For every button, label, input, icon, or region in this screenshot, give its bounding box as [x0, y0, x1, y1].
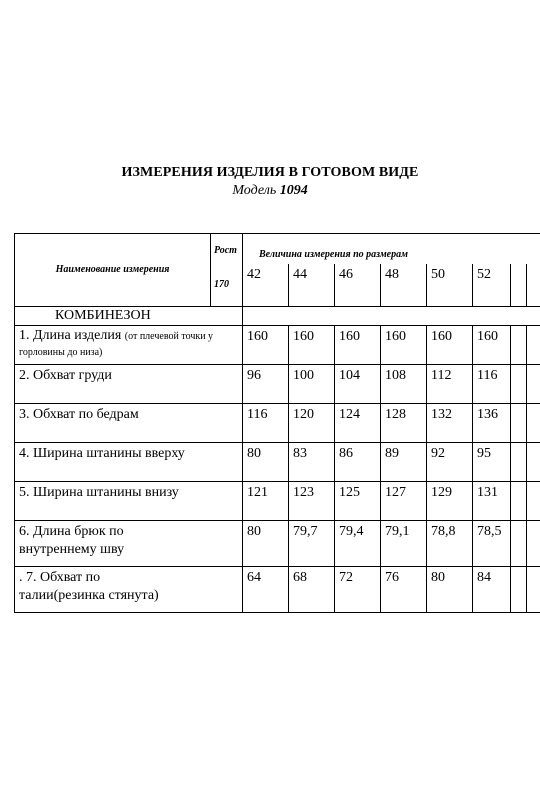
row-label: . 7. Обхват по талии(резинка стянута): [15, 567, 243, 613]
model-prefix: Модель: [232, 183, 277, 198]
measurement-table: [14, 233, 540, 613]
value-cell: 124: [335, 404, 381, 443]
value-cell: 160: [289, 326, 335, 365]
header-measure-name: Наименование измерения: [15, 234, 211, 307]
empty-cell: [511, 482, 527, 521]
value-cell: 76: [381, 567, 427, 613]
row-label-note: (от плечевой точки у горловины до низа): [19, 331, 214, 358]
value-cell: 125: [335, 482, 381, 521]
value-cell: 86: [335, 443, 381, 482]
value-cell: 64: [243, 567, 289, 613]
row-label: 5. Ширина штанины внизу: [15, 482, 243, 521]
row-label: 2. Обхват груди: [15, 365, 243, 404]
value-cell: 78,5: [473, 521, 511, 567]
header-sizes: Величина измерения по размерам: [243, 234, 540, 265]
empty-cell: [527, 567, 540, 613]
empty-cell: [527, 443, 540, 482]
row-label: 3. Обхват по бедрам: [15, 404, 243, 443]
section-row: [15, 307, 540, 326]
table-row: [15, 521, 540, 567]
empty-cell: [527, 365, 540, 404]
size-cell: 46: [335, 264, 381, 307]
table-row: [15, 567, 540, 613]
document-title: ИЗМЕРЕНИЯ ИЗДЕЛИЯ В ГОТОВОМ ВИДЕ: [121, 165, 419, 180]
empty-cell: [527, 326, 540, 365]
header-height: [211, 234, 243, 307]
value-cell: 83: [289, 443, 335, 482]
value-cell: 79,1: [381, 521, 427, 567]
size-cell: 48: [381, 264, 427, 307]
table-row: [15, 404, 540, 443]
model-line: [0, 183, 540, 199]
header-height-label: Рост: [214, 245, 237, 256]
value-cell: 68: [289, 567, 335, 613]
value-cell: 95: [473, 443, 511, 482]
empty-cell: [527, 482, 540, 521]
value-cell: 96: [243, 365, 289, 404]
section-title: КОМБИНЕЗОН: [15, 307, 243, 326]
row-label: 4. Ширина штанины вверху: [15, 443, 243, 482]
value-cell: 160: [243, 326, 289, 365]
value-cell: 160: [473, 326, 511, 365]
size-cell: 52: [473, 264, 511, 307]
table-row: [15, 326, 540, 365]
value-cell: 123: [289, 482, 335, 521]
empty-cell: [527, 264, 540, 307]
value-cell: 121: [243, 482, 289, 521]
empty-cell: [527, 404, 540, 443]
value-cell: 120: [289, 404, 335, 443]
row-label-text: 1. Длина изделия: [19, 328, 122, 343]
value-cell: 128: [381, 404, 427, 443]
value-cell: 136: [473, 404, 511, 443]
value-cell: 112: [427, 365, 473, 404]
table-row: [15, 482, 540, 521]
value-cell: 78,8: [427, 521, 473, 567]
table-row: [15, 365, 540, 404]
value-cell: 108: [381, 365, 427, 404]
value-cell: 79,7: [289, 521, 335, 567]
size-cell: 44: [289, 264, 335, 307]
row-label: 6. Длина брюк по внутреннему шву: [15, 521, 243, 567]
size-cell: 50: [427, 264, 473, 307]
value-cell: 160: [381, 326, 427, 365]
empty-cell: [511, 365, 527, 404]
empty-cell: [511, 264, 527, 307]
value-cell: 80: [243, 443, 289, 482]
value-cell: 84: [473, 567, 511, 613]
table-row: [15, 443, 540, 482]
value-cell: 129: [427, 482, 473, 521]
value-cell: 80: [243, 521, 289, 567]
empty-cell: [511, 404, 527, 443]
empty-cell: [243, 307, 540, 326]
value-cell: 131: [473, 482, 511, 521]
row-label: [15, 326, 243, 365]
value-cell: 92: [427, 443, 473, 482]
empty-cell: [511, 326, 527, 365]
value-cell: 132: [427, 404, 473, 443]
value-cell: 79,4: [335, 521, 381, 567]
value-cell: 80: [427, 567, 473, 613]
value-cell: 104: [335, 365, 381, 404]
value-cell: 116: [243, 404, 289, 443]
size-cell: 42: [243, 264, 289, 307]
empty-cell: [511, 567, 527, 613]
value-cell: 89: [381, 443, 427, 482]
empty-cell: [511, 521, 527, 567]
value-cell: 116: [473, 365, 511, 404]
value-cell: 160: [427, 326, 473, 365]
value-cell: 72: [335, 567, 381, 613]
value-cell: 160: [335, 326, 381, 365]
value-cell: 127: [381, 482, 427, 521]
value-cell: 100: [289, 365, 335, 404]
empty-cell: [511, 443, 527, 482]
header-height-value: 170: [214, 279, 229, 290]
model-number: 1094: [279, 183, 308, 198]
empty-cell: [527, 521, 540, 567]
